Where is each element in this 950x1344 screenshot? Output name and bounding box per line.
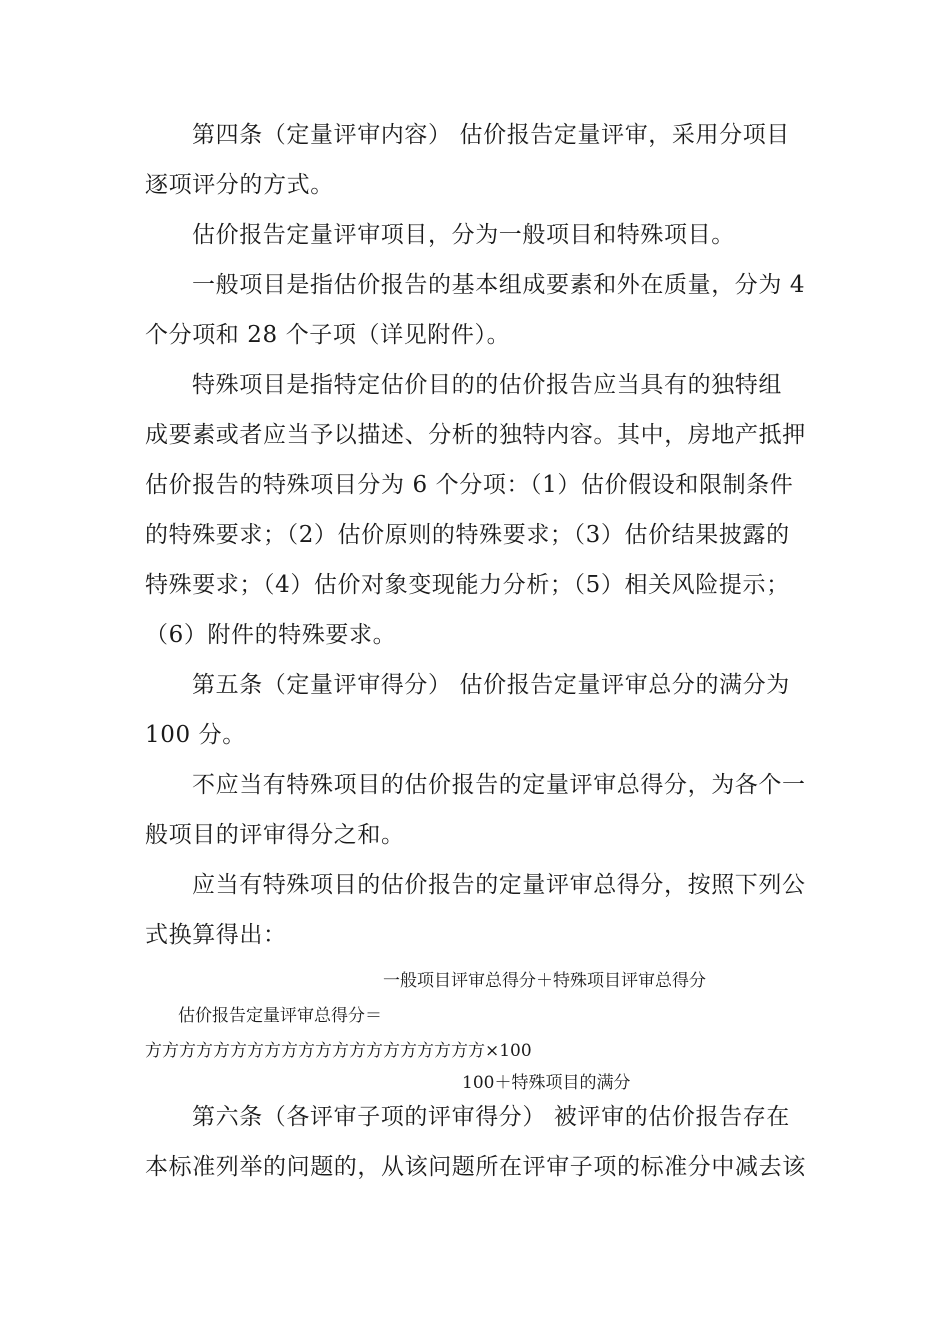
paragraph-line: 的特殊要求；（2）估价原则的特殊要求；（3）估价结果披露的 bbox=[145, 522, 790, 548]
paragraph-line: 100 分。 bbox=[145, 722, 246, 748]
paragraph-line: 不应当有特殊项目的估价报告的定量评审总得分，为各个一 bbox=[192, 772, 806, 798]
paragraph-line: 特殊项目是指特定估价目的的估价报告应当具有的独特组 bbox=[192, 372, 782, 398]
paragraph-line: 个分项和 28 个子项（详见附件）。 bbox=[145, 322, 511, 348]
paragraph-line: 应当有特殊项目的估价报告的定量评审总得分，按照下列公 bbox=[192, 872, 806, 898]
paragraph-line: 般项目的评审得分之和。 bbox=[145, 822, 405, 848]
paragraph-line: 本标准列举的问题的，从该问题所在评审子项的标准分中减去该 bbox=[145, 1154, 806, 1180]
paragraph-line: 逐项评分的方式。 bbox=[145, 172, 334, 198]
paragraph-line: 第六条（各评审子项的评审得分） 被评审的估价报告存在 bbox=[192, 1104, 790, 1130]
paragraph-line: 估价报告定量评审项目，分为一般项目和特殊项目。 bbox=[192, 222, 735, 248]
formula-numerator: 一般项目评审总得分＋特殊项目评审总得分 bbox=[383, 971, 706, 991]
formula-denominator: 100＋特殊项目的满分 bbox=[462, 1073, 631, 1093]
paragraph-line: （6）附件的特殊要求。 bbox=[145, 622, 397, 648]
paragraph-line: 式换算得出： bbox=[145, 922, 287, 948]
paragraph-line: 估价报告的特殊项目分为 6 个分项：（1）估价假设和限制条件 bbox=[145, 472, 794, 498]
paragraph-line: 第四条（定量评审内容） 估价报告定量评审，采用分项目 bbox=[192, 122, 790, 148]
paragraph-line: 成要素或者应当予以描述、分析的独特内容。其中，房地产抵押 bbox=[145, 422, 806, 448]
formula-fraction-bar: 方方方方方方方方方方方方方方方方方方方方×100 bbox=[145, 1041, 532, 1061]
paragraph-line: 第五条（定量评审得分） 估价报告定量评审总分的满分为 bbox=[192, 672, 790, 698]
formula-lhs: 估价报告定量评审总得分＝ bbox=[178, 1006, 382, 1026]
paragraph-line: 特殊要求；（4）估价对象变现能力分析；（5）相关风险提示； bbox=[145, 572, 790, 598]
paragraph-line: 一般项目是指估价报告的基本组成要素和外在质量，分为 4 bbox=[192, 272, 806, 298]
